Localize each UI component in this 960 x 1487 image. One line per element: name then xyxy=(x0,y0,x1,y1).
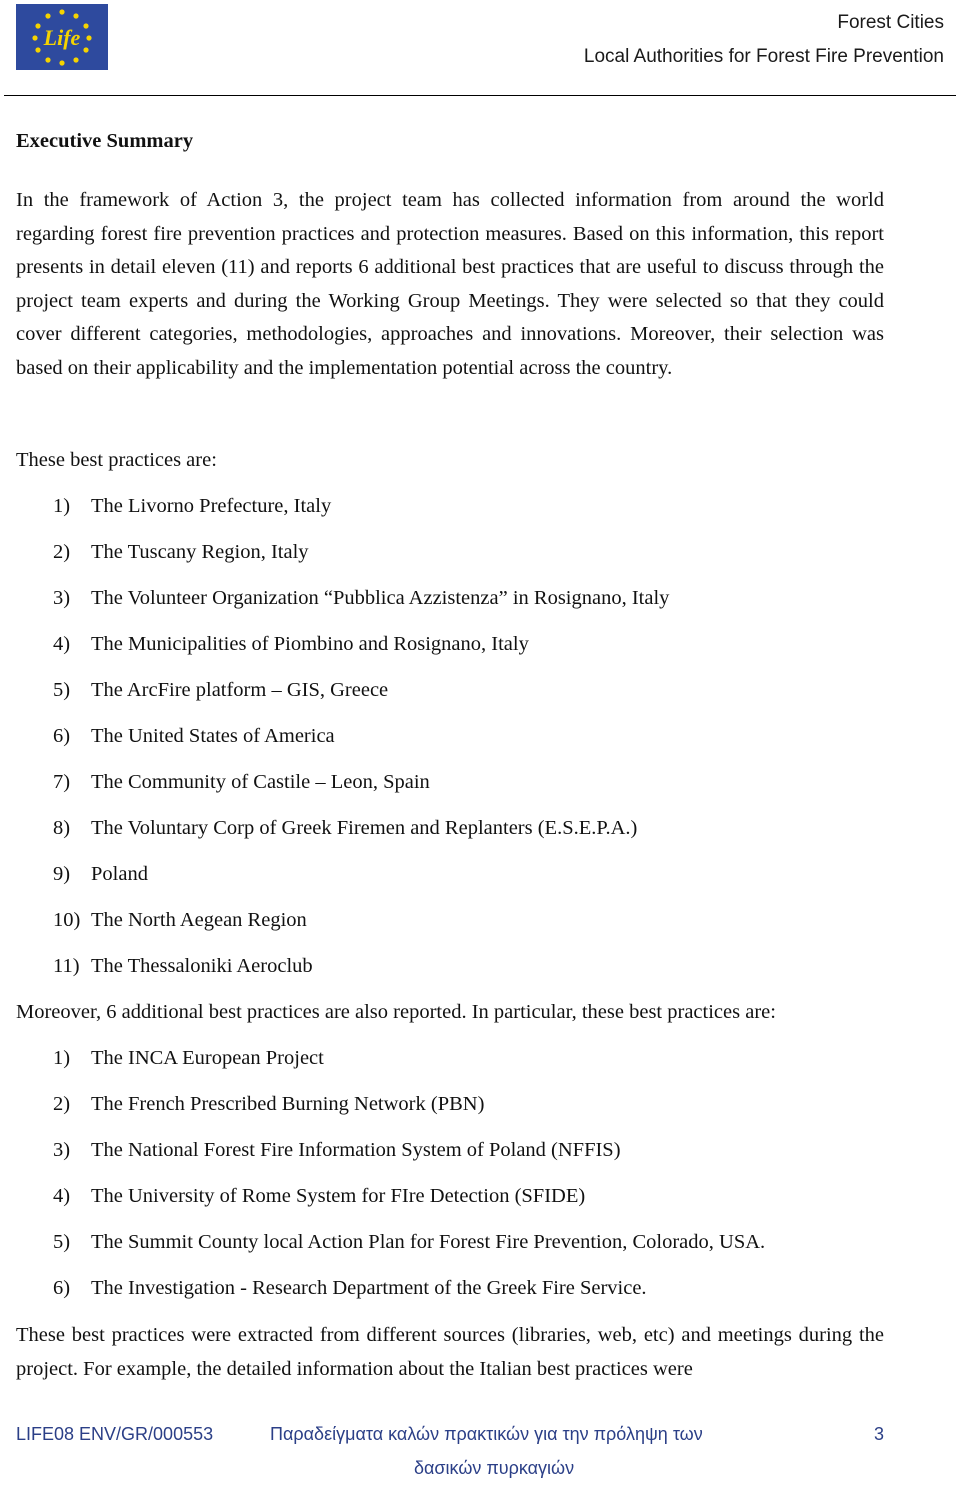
list-item xyxy=(53,1042,765,1088)
sources-paragraph: These best practices were extracted from different sources (libraries, web, etc) and meetings during the project. For example, the detailed information about the Italian best practices were xyxy=(16,1324,884,1380)
list-item xyxy=(53,1272,765,1318)
list-item xyxy=(53,858,669,904)
list-item-text: The Tuscany Region, Italy xyxy=(91,541,309,563)
intro-paragraph: In the framework of Action 3, the project team has collected information from around the world regarding forest fire prevention practices and protection measures. Based on this information, this report presents in detail eleven (11) and reports 6 additional best practices that are useful to discuss through the project team experts and during the Working Group Meetings. They were selected so that they could cover different categories, methodologies, approaches and innovations. Moreover, their selection was based on their applicability and the implementation potential across the country. xyxy=(16,189,884,379)
list-item-text: The Investigation - Research Department of the Greek Fire Service. xyxy=(91,1277,647,1299)
list-item-text: The Community of Castile – Leon, Spain xyxy=(91,771,430,793)
header-subtitle: Local Authorities for Forest Fire Prevention xyxy=(583,46,944,67)
header-divider xyxy=(4,95,956,96)
list-item-text: The National Forest Fire Information System of Poland (NFFIS) xyxy=(91,1139,621,1161)
best-practices-list xyxy=(53,490,669,996)
list-item-number: 4) xyxy=(53,633,71,655)
list-item xyxy=(53,1226,765,1272)
list-item xyxy=(53,536,669,582)
list-item-number: 5) xyxy=(53,679,71,701)
additional-practices-list xyxy=(53,1042,765,1318)
list-item-number: 11) xyxy=(53,955,80,977)
list-item xyxy=(53,674,669,720)
list-item-text: The Municipalities of Piombino and Rosignano, Italy xyxy=(91,633,529,655)
list-item-text: Poland xyxy=(91,863,148,885)
page-number: 3 xyxy=(874,1424,885,1444)
list-item xyxy=(53,950,669,996)
list-item-text: The North Aegean Region xyxy=(91,909,307,931)
list-item-number: 4) xyxy=(53,1185,71,1207)
list-item-text: The University of Rome System for FIre Detection (SFIDE) xyxy=(91,1185,586,1207)
list-item xyxy=(53,766,669,812)
list-item xyxy=(53,1088,765,1134)
list-item xyxy=(53,720,669,766)
list-item-number: 1) xyxy=(53,1047,71,1069)
list-intro-paragraph: These best practices are: xyxy=(16,449,217,471)
list-item-number: 9) xyxy=(53,863,71,885)
additional-practices-paragraph: Moreover, 6 additional best practices are also reported. In particular, these best practices are: xyxy=(16,1001,776,1023)
list-item-text: The Livorno Prefecture, Italy xyxy=(91,495,332,517)
list-item xyxy=(53,582,669,628)
list-item-number: 6) xyxy=(53,725,71,747)
list-item-text: The INCA European Project xyxy=(91,1047,324,1069)
section-heading: Executive Summary xyxy=(16,130,194,152)
list-item-number: 1) xyxy=(53,495,71,517)
list-item-text: The Summit County local Action Plan for Forest Fire Prevention, Colorado, USA. xyxy=(91,1231,766,1253)
list-item-text: The French Prescribed Burning Network (PBN) xyxy=(91,1093,485,1115)
list-item-number: 8) xyxy=(53,817,71,839)
footer-project-code: LIFE08 ENV/GR/000553 xyxy=(16,1424,214,1444)
list-item-text: The Volunteer Organization “Pubblica Azzistenza” in Rosignano, Italy xyxy=(91,587,670,609)
header-title: Forest Cities xyxy=(837,12,944,33)
life-logo xyxy=(16,4,108,70)
list-item xyxy=(53,904,669,950)
footer-title-line1: Παραδείγματα καλών πρακτικών για την πρόληψη των xyxy=(270,1424,703,1444)
list-item-number: 6) xyxy=(53,1277,71,1299)
list-item xyxy=(53,812,669,858)
list-item xyxy=(53,1134,765,1180)
list-item-number: 3) xyxy=(53,587,71,609)
list-item-text: The United States of America xyxy=(91,725,335,747)
list-item-text: The ArcFire platform – GIS, Greece xyxy=(91,679,389,701)
list-item-number: 10) xyxy=(53,909,81,931)
logo-text: Life xyxy=(43,25,81,50)
list-item xyxy=(53,628,669,674)
list-item xyxy=(53,1180,765,1226)
list-item-number: 5) xyxy=(53,1231,71,1253)
list-item-number: 3) xyxy=(53,1139,71,1161)
list-item-text: The Thessaloniki Aeroclub xyxy=(91,955,313,977)
list-item-number: 7) xyxy=(53,771,71,793)
list-item-text: The Voluntary Corp of Greek Firemen and Replanters (E.S.E.P.A.) xyxy=(91,817,638,839)
footer-title-line2: δασικών πυρκαγιών xyxy=(414,1458,575,1478)
list-item-number: 2) xyxy=(53,1093,71,1115)
list-item-number: 2) xyxy=(53,541,71,563)
list-item xyxy=(53,490,669,536)
